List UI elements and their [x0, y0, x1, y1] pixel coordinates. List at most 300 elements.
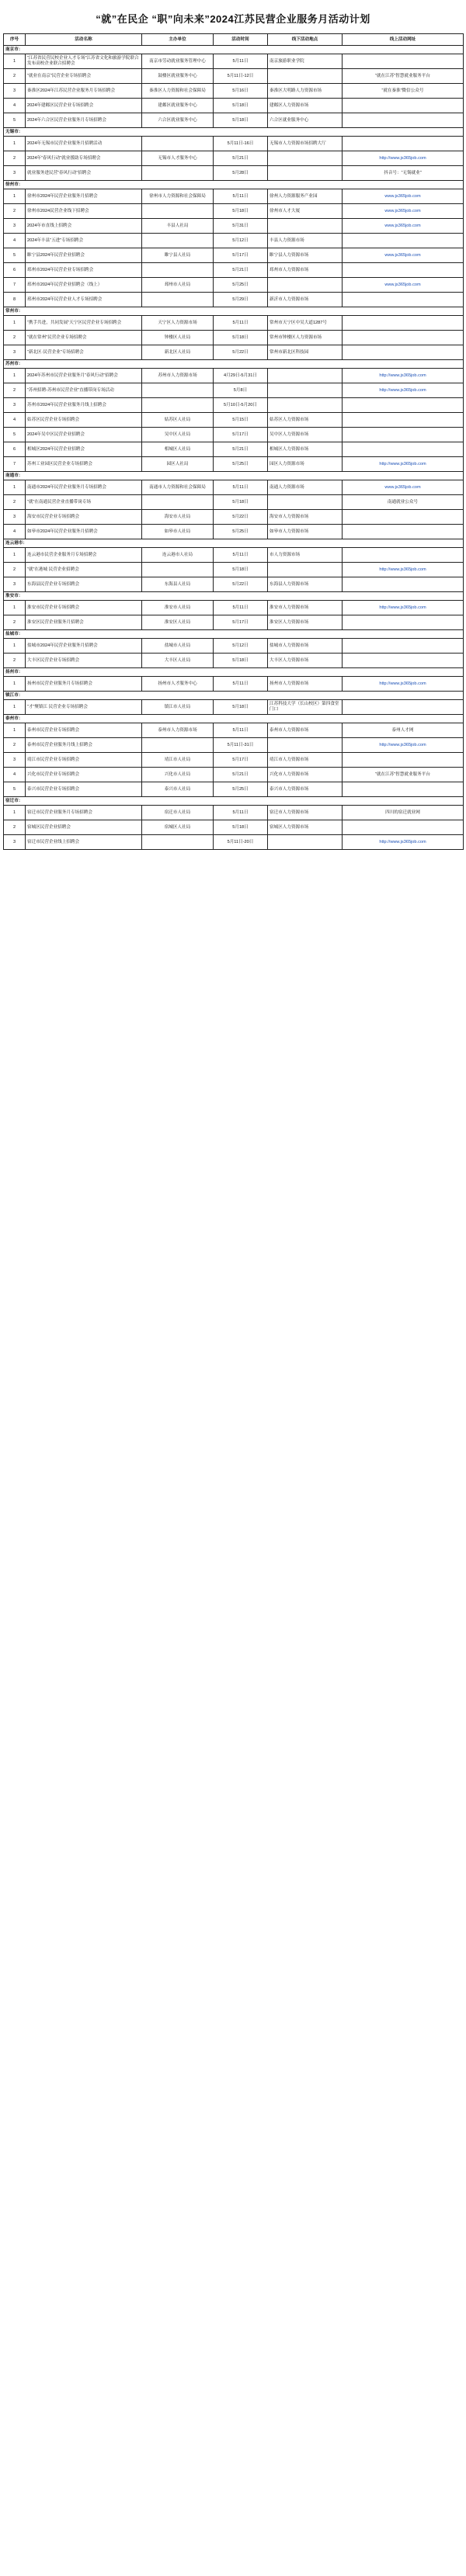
cell-time: 5月22日 [214, 345, 268, 360]
table-row [4, 768, 464, 782]
city-label: 宿迁市： [4, 797, 464, 806]
cell-online-url [343, 820, 464, 835]
cell-activity-name: 徐州市2024民营企业线下招聘会 [26, 204, 142, 219]
cell-organizer: 镇江市人社局 [142, 700, 214, 715]
cell-location: 无锡市人力资源市场招聘大厅 [268, 137, 343, 151]
cell-time: 5月17日 [214, 248, 268, 263]
city-section-row [4, 472, 464, 480]
cell-location [268, 738, 343, 753]
cell-location: 新沂市人力资源市场 [268, 293, 343, 307]
city-section-row [4, 630, 464, 639]
cell-activity-name: 邳州市2024年民营企业专场招聘会 [26, 263, 142, 278]
cell-index: 1 [4, 601, 26, 615]
cell-organizer [142, 263, 214, 278]
cell-online-url[interactable]: www.js365job.com [343, 219, 464, 234]
cell-time: 5月16日 [214, 84, 268, 99]
table-row [4, 113, 464, 128]
cell-organizer: 丰县人社局 [142, 219, 214, 234]
cell-activity-name: 连云港市民营企业服务月专场招聘会 [26, 548, 142, 563]
table-row [4, 442, 464, 457]
cell-organizer: 天宁区人力资源市场 [142, 316, 214, 331]
cell-activity-name: “就”在南通民营企业直播带岗专场 [26, 495, 142, 510]
cell-activity-name: 泰州市民营企业专场招聘会 [26, 723, 142, 738]
cell-organizer: 苏州市人力资源市场 [142, 369, 214, 383]
city-label: 无锡市： [4, 128, 464, 137]
cell-online-url [343, 234, 464, 248]
cell-time: 5月25日 [214, 457, 268, 472]
cell-location: 海安市人力资源市场 [268, 510, 343, 525]
cell-activity-name: “就业在南京”民营企业专场招聘会 [26, 69, 142, 84]
cell-organizer: 园区人社局 [142, 457, 214, 472]
cell-time: 5月28日 [214, 166, 268, 181]
cell-time: 5月18日 [214, 331, 268, 345]
cell-activity-name: 2024年苏州市民营企业服务月“春风行动”招聘会 [26, 369, 142, 383]
cell-organizer [142, 204, 214, 219]
cell-online-url: 南通就业公众号 [343, 495, 464, 510]
table-row [4, 331, 464, 345]
cell-time: 5月11日-12日 [214, 69, 268, 84]
cell-activity-name: 盐城市2024年民营企业服务月招聘会 [26, 639, 142, 654]
table-row [4, 457, 464, 472]
cell-activity-name: 邳州市2024年民营企业人才专场招聘会 [26, 293, 142, 307]
city-label: 泰州市： [4, 715, 464, 723]
cell-location: 南通人力资源市场 [268, 480, 343, 495]
cell-time: 5月12日 [214, 639, 268, 654]
cell-activity-name: 宿迁市民营企业线上招聘会 [26, 835, 142, 850]
cell-organizer: 无锡市人才服务中心 [142, 151, 214, 166]
cell-time: 5月11日 [214, 723, 268, 738]
cell-activity-name: 相城区2024年民营企业招聘会 [26, 442, 142, 457]
cell-activity-name: “才”聚镇江 民营企业专场招聘会 [26, 700, 142, 715]
cell-activity-name: 就业服务进民营“春风行动”招聘会 [26, 166, 142, 181]
cell-time: 5月25日 [214, 782, 268, 797]
cell-activity-name: 2024年吴中区民营企业招聘会 [26, 428, 142, 442]
table-row [4, 293, 464, 307]
cell-index: 2 [4, 151, 26, 166]
cell-online-url[interactable]: http://www.js365job.com [343, 738, 464, 753]
cell-time: 5月10日-5月20日 [214, 398, 268, 413]
cell-time: 5月17日 [214, 753, 268, 768]
table-row [4, 577, 464, 592]
table-row [4, 99, 464, 113]
cell-online-url: “就在江苏”智慧就业服务平台 [343, 69, 464, 84]
cell-time: 5月25日 [214, 525, 268, 539]
table-row [4, 677, 464, 692]
table-row [4, 510, 464, 525]
cell-index: 7 [4, 457, 26, 472]
cell-online-url [343, 293, 464, 307]
table-row [4, 806, 464, 820]
cell-online-url [343, 654, 464, 668]
cell-location: 常州市钟楼区人力资源市场 [268, 331, 343, 345]
table-row [4, 639, 464, 654]
table-row [4, 398, 464, 413]
cell-time: 5月18日 [214, 700, 268, 715]
cell-activity-name: 徐州市2024年民营企业服务月招聘会 [26, 189, 142, 204]
cell-time: 5月18日 [214, 113, 268, 128]
cell-online-url[interactable]: www.js365job.com [343, 480, 464, 495]
cell-activity-name: 宿城区民营企业招聘会 [26, 820, 142, 835]
cell-time: 5月11日 [214, 316, 268, 331]
city-section-row [4, 360, 464, 369]
cell-index: 4 [4, 99, 26, 113]
cell-activity-name: 秦淮区2024年江苏民营企业服务月专场招聘会 [26, 84, 142, 99]
cell-online-url[interactable]: www.js365job.com [343, 278, 464, 293]
cell-location: 兴化市人力资源市场 [268, 768, 343, 782]
cell-time: 5月21日 [214, 442, 268, 457]
cell-organizer [142, 398, 214, 413]
table-row [4, 166, 464, 181]
table-row [4, 753, 464, 768]
cell-index: 1 [4, 677, 26, 692]
cell-online-url: 泰州人才网 [343, 723, 464, 738]
cell-time: 5月11日 [214, 54, 268, 69]
cell-index: 3 [4, 84, 26, 99]
table-row [4, 738, 464, 753]
city-section-row [4, 307, 464, 316]
cell-index: 3 [4, 510, 26, 525]
cell-organizer: 新北区人社局 [142, 345, 214, 360]
table-row [4, 413, 464, 428]
cell-online-url[interactable]: http://www.js365job.com [343, 601, 464, 615]
page [0, 0, 466, 858]
cell-activity-name: 淮安区民营企业服务月招聘会 [26, 615, 142, 630]
city-label: 盐城市： [4, 630, 464, 639]
table-row [4, 615, 464, 630]
cell-organizer: 连云港市人社局 [142, 548, 214, 563]
cell-online-url[interactable]: http://www.js365job.com [343, 835, 464, 850]
cell-index: 1 [4, 54, 26, 69]
cell-time: 5月18日 [214, 654, 268, 668]
cell-online-url [343, 316, 464, 331]
cell-online-url[interactable]: http://www.js365job.com [343, 563, 464, 577]
table-row [4, 820, 464, 835]
cell-index: 2 [4, 654, 26, 668]
cell-location: 邳州市人力资源市场 [268, 263, 343, 278]
cell-time: 5月8日 [214, 383, 268, 398]
cell-activity-name: 2024年市直线上招聘会 [26, 219, 142, 234]
cell-index: 4 [4, 525, 26, 539]
cell-index: 3 [4, 835, 26, 850]
cell-index: 5 [4, 113, 26, 128]
cell-index: 8 [4, 293, 26, 307]
cell-online-url [343, 782, 464, 797]
cell-online-url [343, 413, 464, 428]
cell-online-url: “就在江苏”智慧就业服务平台 [343, 768, 464, 782]
cell-index: 2 [4, 69, 26, 84]
cell-online-url[interactable]: http://www.js365job.com [343, 457, 464, 472]
cell-location: 姑苏区人力资源市场 [268, 413, 343, 428]
table-row [4, 189, 464, 204]
header-time: 活动时间 [214, 34, 268, 46]
cell-location: 徐州市人才大厦 [268, 204, 343, 219]
cell-location [268, 166, 343, 181]
cell-index: 3 [4, 577, 26, 592]
cell-location [268, 563, 343, 577]
cell-organizer: 钟楼区人社局 [142, 331, 214, 345]
cell-activity-name: “苏州招聘-苏州市民营企业”直播带岗专场活动 [26, 383, 142, 398]
cell-location: 泰州市人力资源市场 [268, 723, 343, 738]
table-row [4, 428, 464, 442]
cell-online-url [343, 99, 464, 113]
cell-online-url [343, 345, 464, 360]
table-row [4, 234, 464, 248]
cell-organizer: 宿迁市人社局 [142, 806, 214, 820]
city-label: 镇江市： [4, 692, 464, 700]
cell-activity-name: 南通市2024年民营企业服务月专场招聘会 [26, 480, 142, 495]
cell-location [268, 398, 343, 413]
table-row [4, 480, 464, 495]
cell-online-url[interactable]: www.js365job.com [343, 189, 464, 204]
cell-activity-name: 靖江市民营企业专场招聘会 [26, 753, 142, 768]
header-offline-location: 线下活动地点 [268, 34, 343, 46]
cell-organizer: 鼓楼区就业服务中心 [142, 69, 214, 84]
cell-location: 东海县人力资源市场 [268, 577, 343, 592]
cell-time: 5月17日 [214, 615, 268, 630]
cell-location: 相城区人力资源市场 [268, 442, 343, 457]
city-label: 南京市： [4, 46, 464, 54]
cell-organizer [142, 234, 214, 248]
cell-organizer: 靖江市人社局 [142, 753, 214, 768]
cell-activity-name: 扬州市民营企业服务月专场招聘会 [26, 677, 142, 692]
city-section-row [4, 668, 464, 677]
city-section-row [4, 181, 464, 189]
table-row [4, 548, 464, 563]
cell-organizer [142, 495, 214, 510]
cell-organizer [142, 166, 214, 181]
cell-index: 2 [4, 563, 26, 577]
cell-activity-name: 邳州市2024年民营企业招聘会（线上） [26, 278, 142, 293]
cell-activity-name: “新北区·民营企业”专场招聘会 [26, 345, 142, 360]
cell-location: 江苏科技大学（长山校区）第四食堂门口 [268, 700, 343, 715]
cell-location: 泰兴市人力资源市场 [268, 782, 343, 797]
table-row [4, 151, 464, 166]
cell-organizer [142, 383, 214, 398]
cell-online-url: 抖音号：“无锡就业” [343, 166, 464, 181]
city-label: 南通市： [4, 472, 464, 480]
cell-location: 秦淮区大明路人力资源市场 [268, 84, 343, 99]
cell-index: 1 [4, 137, 26, 151]
table-row [4, 263, 464, 278]
cell-time: 5月29日 [214, 293, 268, 307]
cell-activity-name: 泰州市民营企业服务月线上招聘会 [26, 738, 142, 753]
cell-index: 4 [4, 234, 26, 248]
city-section-row [4, 797, 464, 806]
cell-online-url [343, 442, 464, 457]
cell-activity-name: 大丰区民营企业专场招聘会 [26, 654, 142, 668]
table-row [4, 654, 464, 668]
cell-time: 5月11日-16日 [214, 137, 268, 151]
cell-organizer: 睢宁县人社局 [142, 248, 214, 263]
cell-organizer: 建邺区就业服务中心 [142, 99, 214, 113]
city-section-row [4, 715, 464, 723]
cell-index: 1 [4, 369, 26, 383]
cell-organizer: 秦淮区人力资源和社会保障局 [142, 84, 214, 99]
table-row [4, 700, 464, 715]
cell-index: 6 [4, 263, 26, 278]
cell-index: 2 [4, 738, 26, 753]
cell-activity-name: 兴化市民营企业专场招聘会 [26, 768, 142, 782]
cell-online-url [343, 398, 464, 413]
city-label: 扬州市： [4, 668, 464, 677]
cell-organizer: 姑苏区人社局 [142, 413, 214, 428]
cell-location [268, 383, 343, 398]
cell-time: 5月25日 [214, 278, 268, 293]
cell-online-url [343, 548, 464, 563]
cell-activity-name: “就”在港城 民营企业招聘会 [26, 563, 142, 577]
cell-time: 5月11日 [214, 806, 268, 820]
city-label: 徐州市： [4, 181, 464, 189]
cell-index: 1 [4, 806, 26, 820]
cell-index: 3 [4, 345, 26, 360]
cell-online-url [343, 577, 464, 592]
cell-organizer [142, 738, 214, 753]
table-row [4, 782, 464, 797]
header-activity-name: 活动名称 [26, 34, 142, 46]
cell-activity-name: 苏州市2024年民营企业服务月线上招聘会 [26, 398, 142, 413]
cell-location [268, 151, 343, 166]
cell-online-url[interactable]: http://www.js365job.com [343, 677, 464, 692]
cell-index: 2 [4, 495, 26, 510]
cell-organizer: 邳州市人社局 [142, 278, 214, 293]
cell-location: 徐州人力资源服务产业园 [268, 189, 343, 204]
cell-location: 常州市新北区科技园 [268, 345, 343, 360]
cell-online-url[interactable]: http://www.js365job.com [343, 383, 464, 398]
table-row [4, 316, 464, 331]
cell-organizer: 六合区就业服务中心 [142, 113, 214, 128]
cell-location: 如皋市人力资源市场 [268, 525, 343, 539]
table-header-row [4, 34, 464, 46]
cell-online-url[interactable]: www.js365job.com [343, 204, 464, 219]
cell-time: 5月11日 [214, 677, 268, 692]
cell-organizer: 淮安区人社局 [142, 615, 214, 630]
table-row [4, 723, 464, 738]
cell-activity-name: 淮安市民营企业专场招聘会 [26, 601, 142, 615]
city-label: 苏州市： [4, 360, 464, 369]
table-row [4, 278, 464, 293]
city-section-row [4, 46, 464, 54]
cell-activity-name: 2024年建邺区民营企业专场招聘会 [26, 99, 142, 113]
cell-location: 扬州市人力资源市场 [268, 677, 343, 692]
cell-time: 5月12日 [214, 234, 268, 248]
header-online-url: 线上活动网址 [343, 34, 464, 46]
cell-index: 3 [4, 166, 26, 181]
cell-index: 1 [4, 548, 26, 563]
cell-organizer: 海安市人社局 [142, 510, 214, 525]
table-row [4, 495, 464, 510]
cell-organizer: 泰兴市人社局 [142, 782, 214, 797]
cell-index: 6 [4, 442, 26, 457]
city-label: 常州市： [4, 307, 464, 316]
cell-index: 2 [4, 383, 26, 398]
cell-location [268, 278, 343, 293]
table-row [4, 369, 464, 383]
cell-online-url[interactable]: http://www.js365job.com [343, 151, 464, 166]
table-row [4, 54, 464, 69]
city-label: 淮安市： [4, 592, 464, 601]
city-section-row [4, 128, 464, 137]
cell-location [268, 69, 343, 84]
cell-index: 2 [4, 204, 26, 219]
cell-location: 园区人力资源市场 [268, 457, 343, 472]
cell-organizer: 盐城市人社局 [142, 639, 214, 654]
cell-time: 5月11日 [214, 480, 268, 495]
cell-index: 1 [4, 639, 26, 654]
cell-location: 吴中区人力资源市场 [268, 428, 343, 442]
cell-time: 5月15日 [214, 413, 268, 428]
cell-organizer: 徐州市人力资源和社会保障局 [142, 189, 214, 204]
table-row [4, 563, 464, 577]
cell-time: 5月18日 [214, 820, 268, 835]
cell-location: 常州市天宁区中吴大道1287号 [268, 316, 343, 331]
city-section-row [4, 592, 464, 601]
cell-index: 5 [4, 248, 26, 263]
cell-online-url [343, 615, 464, 630]
cell-location: 大丰区人力资源市场 [268, 654, 343, 668]
table-row [4, 84, 464, 99]
cell-online-url [343, 510, 464, 525]
cell-online-url [343, 639, 464, 654]
cell-online-url[interactable]: www.js365job.com [343, 248, 464, 263]
cell-activity-name: 苏州工业园区民营企业专场招聘会 [26, 457, 142, 472]
cell-time: 5月17日 [214, 428, 268, 442]
table-row [4, 69, 464, 84]
cell-location: 建邺区人力资源市场 [268, 99, 343, 113]
cell-index: 4 [4, 413, 26, 428]
cell-time: 5月18日 [214, 563, 268, 577]
cell-index: 5 [4, 782, 26, 797]
table-row [4, 601, 464, 615]
cell-location [268, 369, 343, 383]
city-label: 连云港市： [4, 539, 464, 548]
cell-online-url [343, 263, 464, 278]
cell-organizer [142, 835, 214, 850]
cell-location: 六合区就业服务中心 [268, 113, 343, 128]
cell-time: 5月22日 [214, 577, 268, 592]
header-index: 序号 [4, 34, 26, 46]
cell-time: 5月18日 [214, 99, 268, 113]
cell-index: 7 [4, 278, 26, 293]
cell-index: 3 [4, 219, 26, 234]
table-row [4, 219, 464, 234]
cell-online-url[interactable]: http://www.js365job.com [343, 369, 464, 383]
cell-organizer: 扬州市人才服务中心 [142, 677, 214, 692]
cell-index: 1 [4, 700, 26, 715]
table-row [4, 248, 464, 263]
cell-online-url [343, 428, 464, 442]
city-section-row [4, 539, 464, 548]
cell-index: 1 [4, 480, 26, 495]
cell-time: 5月11日-31日 [214, 738, 268, 753]
cell-organizer [142, 293, 214, 307]
cell-organizer: 相城区人社局 [142, 442, 214, 457]
cell-time: 5月22日 [214, 510, 268, 525]
city-section-row [4, 692, 464, 700]
cell-index: 3 [4, 398, 26, 413]
cell-index: 4 [4, 768, 26, 782]
cell-organizer [142, 563, 214, 577]
cell-organizer: 南通市人力资源和社会保障局 [142, 480, 214, 495]
cell-location: 丰县人力资源市场 [268, 234, 343, 248]
cell-location: 市人力资源市场 [268, 548, 343, 563]
cell-organizer: 南京市劳动就业服务管理中心 [142, 54, 214, 69]
cell-location [268, 835, 343, 850]
cell-time: 4月29日-5月31日 [214, 369, 268, 383]
cell-location: 淮安市人力资源市场 [268, 601, 343, 615]
cell-activity-name: 海安市民营企业专场招聘会 [26, 510, 142, 525]
cell-activity-name: 2024年丰县“五进”专场招聘会 [26, 234, 142, 248]
table-row [4, 383, 464, 398]
